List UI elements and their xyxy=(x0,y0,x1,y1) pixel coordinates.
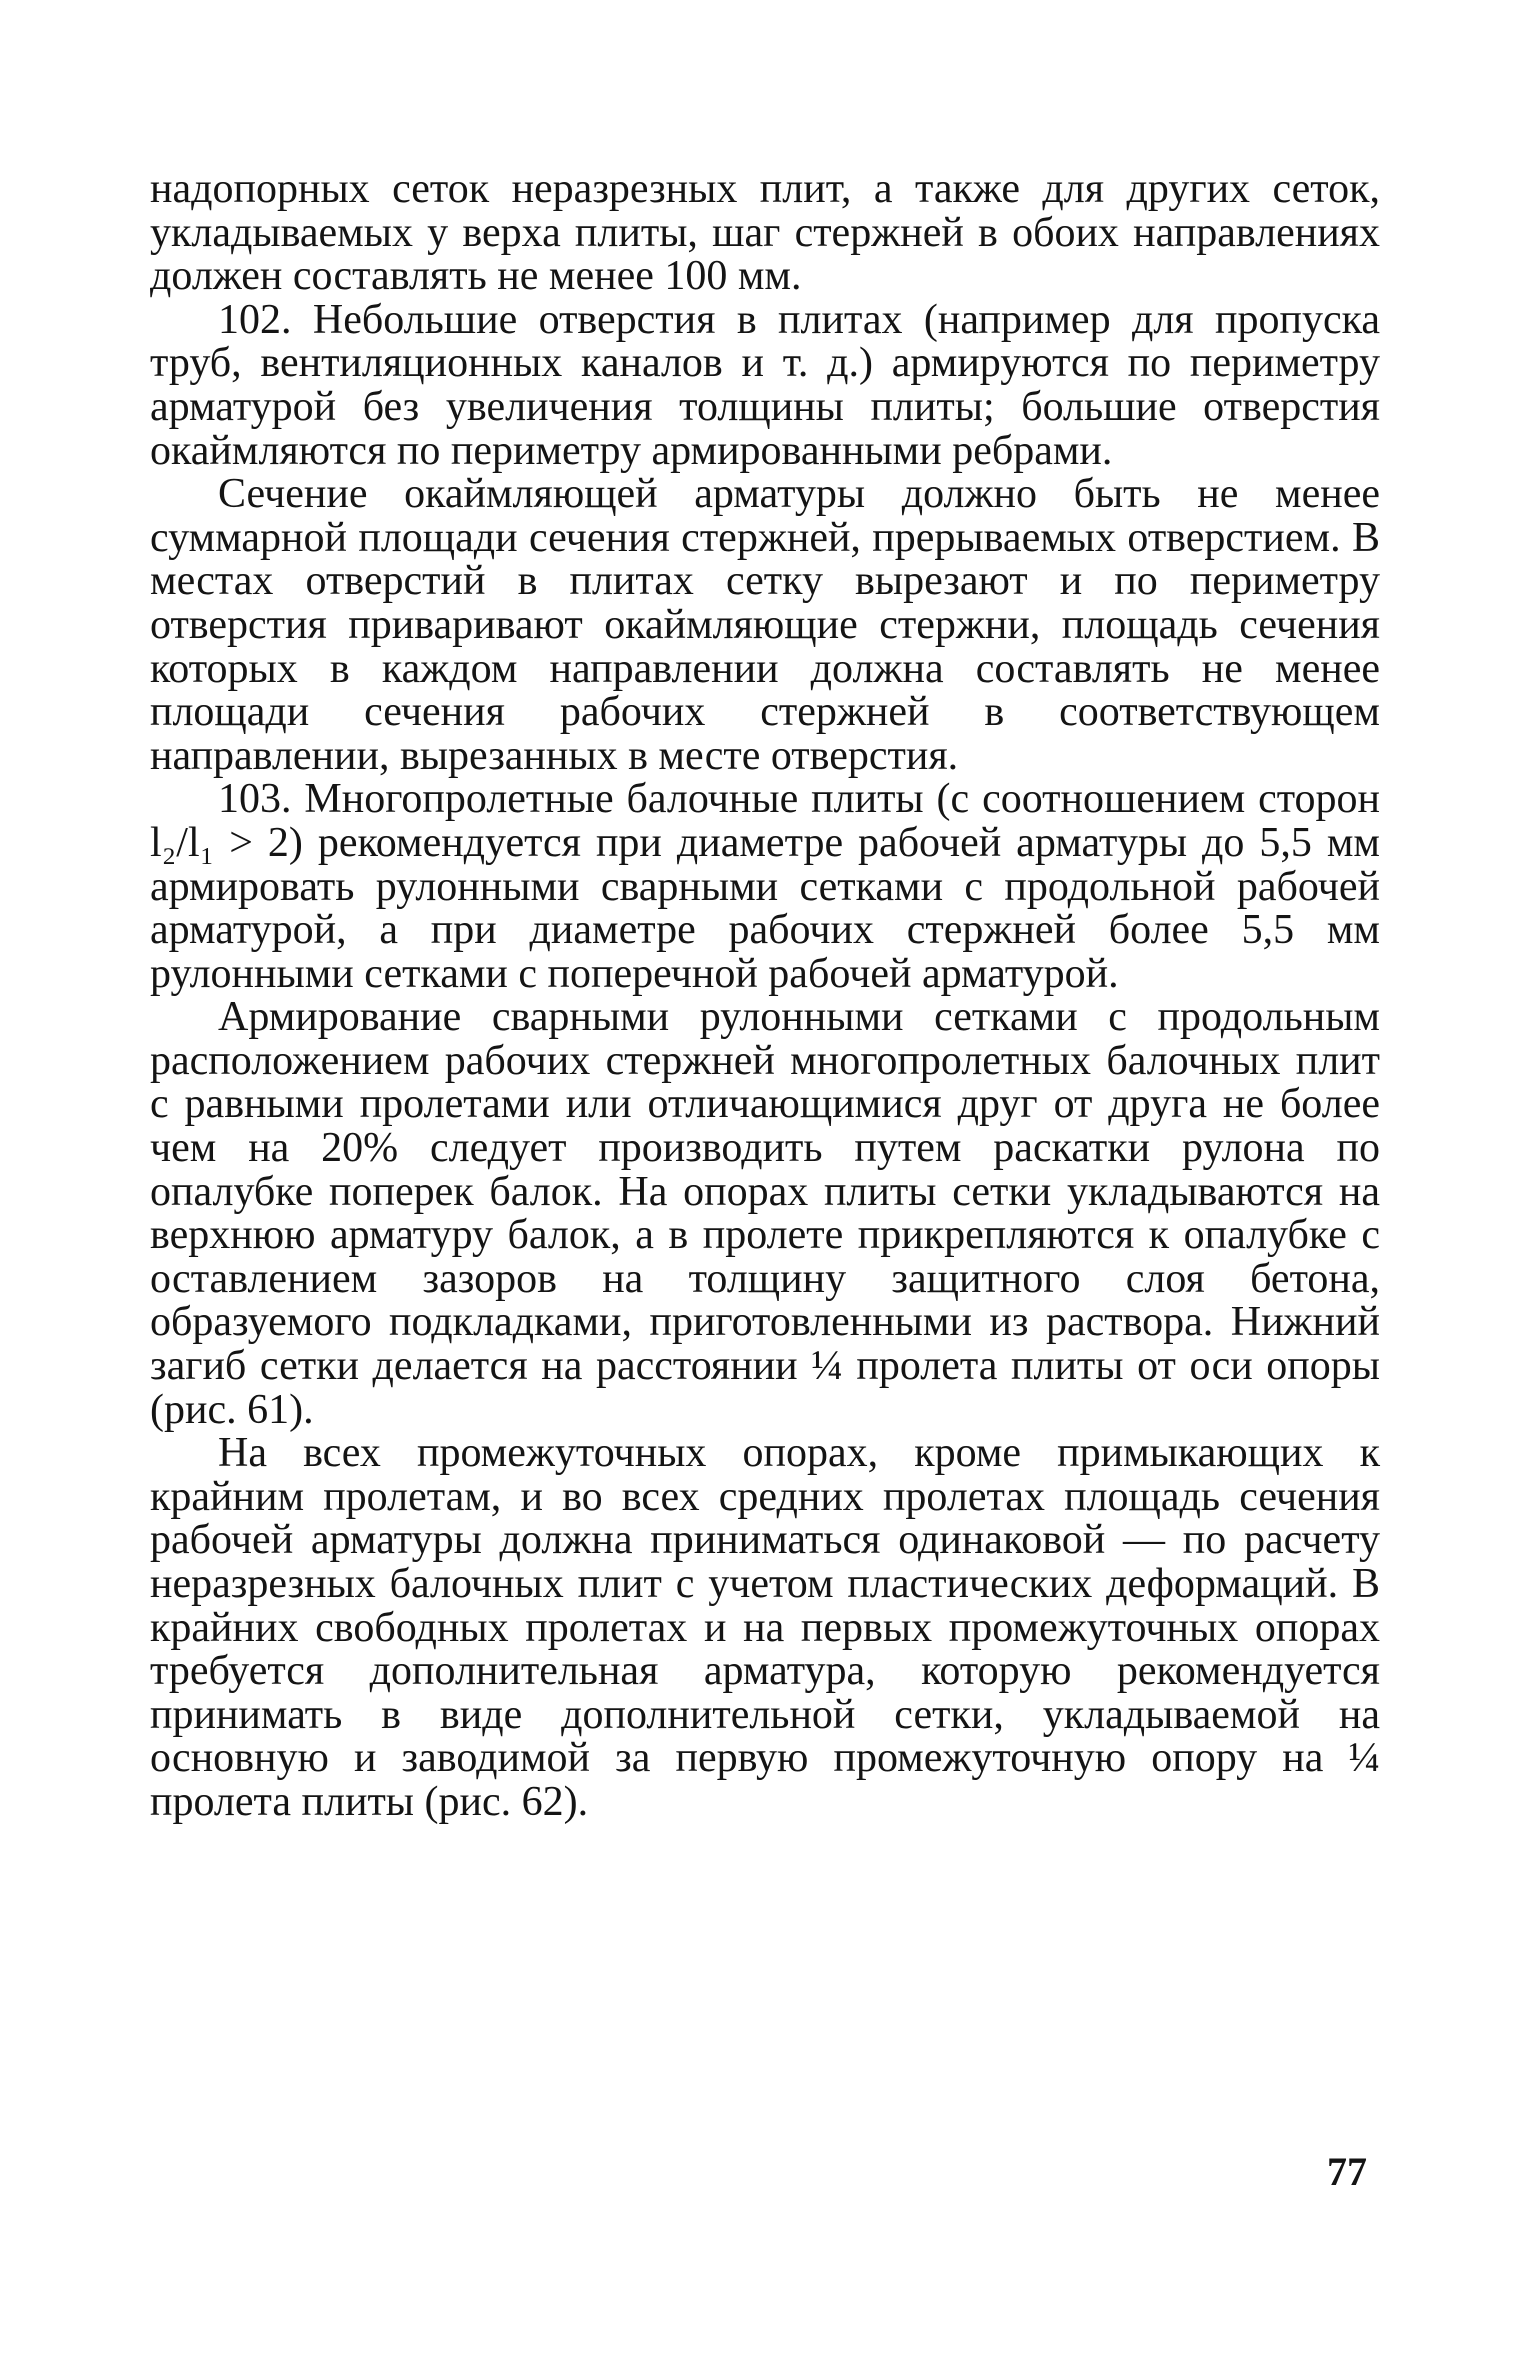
paragraph-edge-reinforcement: Сечение окаймляющей арматуры должно быть не менее суммарной площади сечения стержней, прерываемых отверстием. В местах отверстий в плитах сетку вырезают и по периметру отверстия приваривают окаймляющие стержни, площадь сечения которых в каждом направлении должна составлять не менее площади сечения рабочих стержней в соответствующем направлении, вырезанных в месте отверстия. xyxy=(150,471,1380,779)
paragraph-item-102: 102. Небольшие отверстия в плитах (например для пропуска труб, вентиляционных каналов и т. д.) армируются по периметру арматурой без увеличения толщины плиты; большие отверстия окаймляются по периметру армированными ребрами. xyxy=(150,296,1380,474)
paragraph-intermediate-supports: На всех промежуточных опорах, кроме примыкающих к крайним пролетам, и во всех средних пролетах площадь сечения рабочей арматуры должна приниматься одинаковой — по расчету неразрезных балочных плит с учетом пластических деформаций. В крайних свободных пролетах и на первых промежуточных опорах требуется дополнительная арматура, которую рекомендуется принимать в виде дополнительной сетки, укладываемой на основную и заводимой за первую промежуточную опору на ¼ пролета плиты (рис. 62). xyxy=(150,1430,1380,1825)
page-number: 77 xyxy=(1327,2149,1367,2194)
paragraph-continuation: надопорных сеток неразрезных плит, а также для других сеток, укладываемых у верха плиты, шаг стержней в обоих направлениях должен составлять не менее 100 мм. xyxy=(150,166,1380,300)
paragraph-roll-mesh: Армирование сварными рулонными сетками с продольным расположением рабочих стержней многопролетных балочных плит с равными пролетами или отличающимися друг от друга не более чем на 20% следует производить путем раскатки рулона по опалубке поперек балок. На опорах плиты сетки укладываются на верхнюю арматуру балок, а в пролете прикрепляются к опалубке с оставлением зазоров на толщину защитного слоя бетона, образуемого подкладками, приготовленными из раствора. Нижний загиб сетки делается на расстоянии ¼ пролета плиты от оси опоры (рис. 61). xyxy=(150,994,1380,1433)
paragraph-item-103: 103. Многопролетные балочные плиты (с соотношением сторон l₂/l₁ > 2) рекомендуется при диаметре рабочей арматуры до 5,5 мм армировать рулонными сварными сетками с продольной рабочей арматурой, а при диаметре рабочих стержней более 5,5 мм рулонными сетками с поперечной рабочей арматурой. xyxy=(150,776,1380,997)
page-body xyxy=(150,168,1380,1825)
